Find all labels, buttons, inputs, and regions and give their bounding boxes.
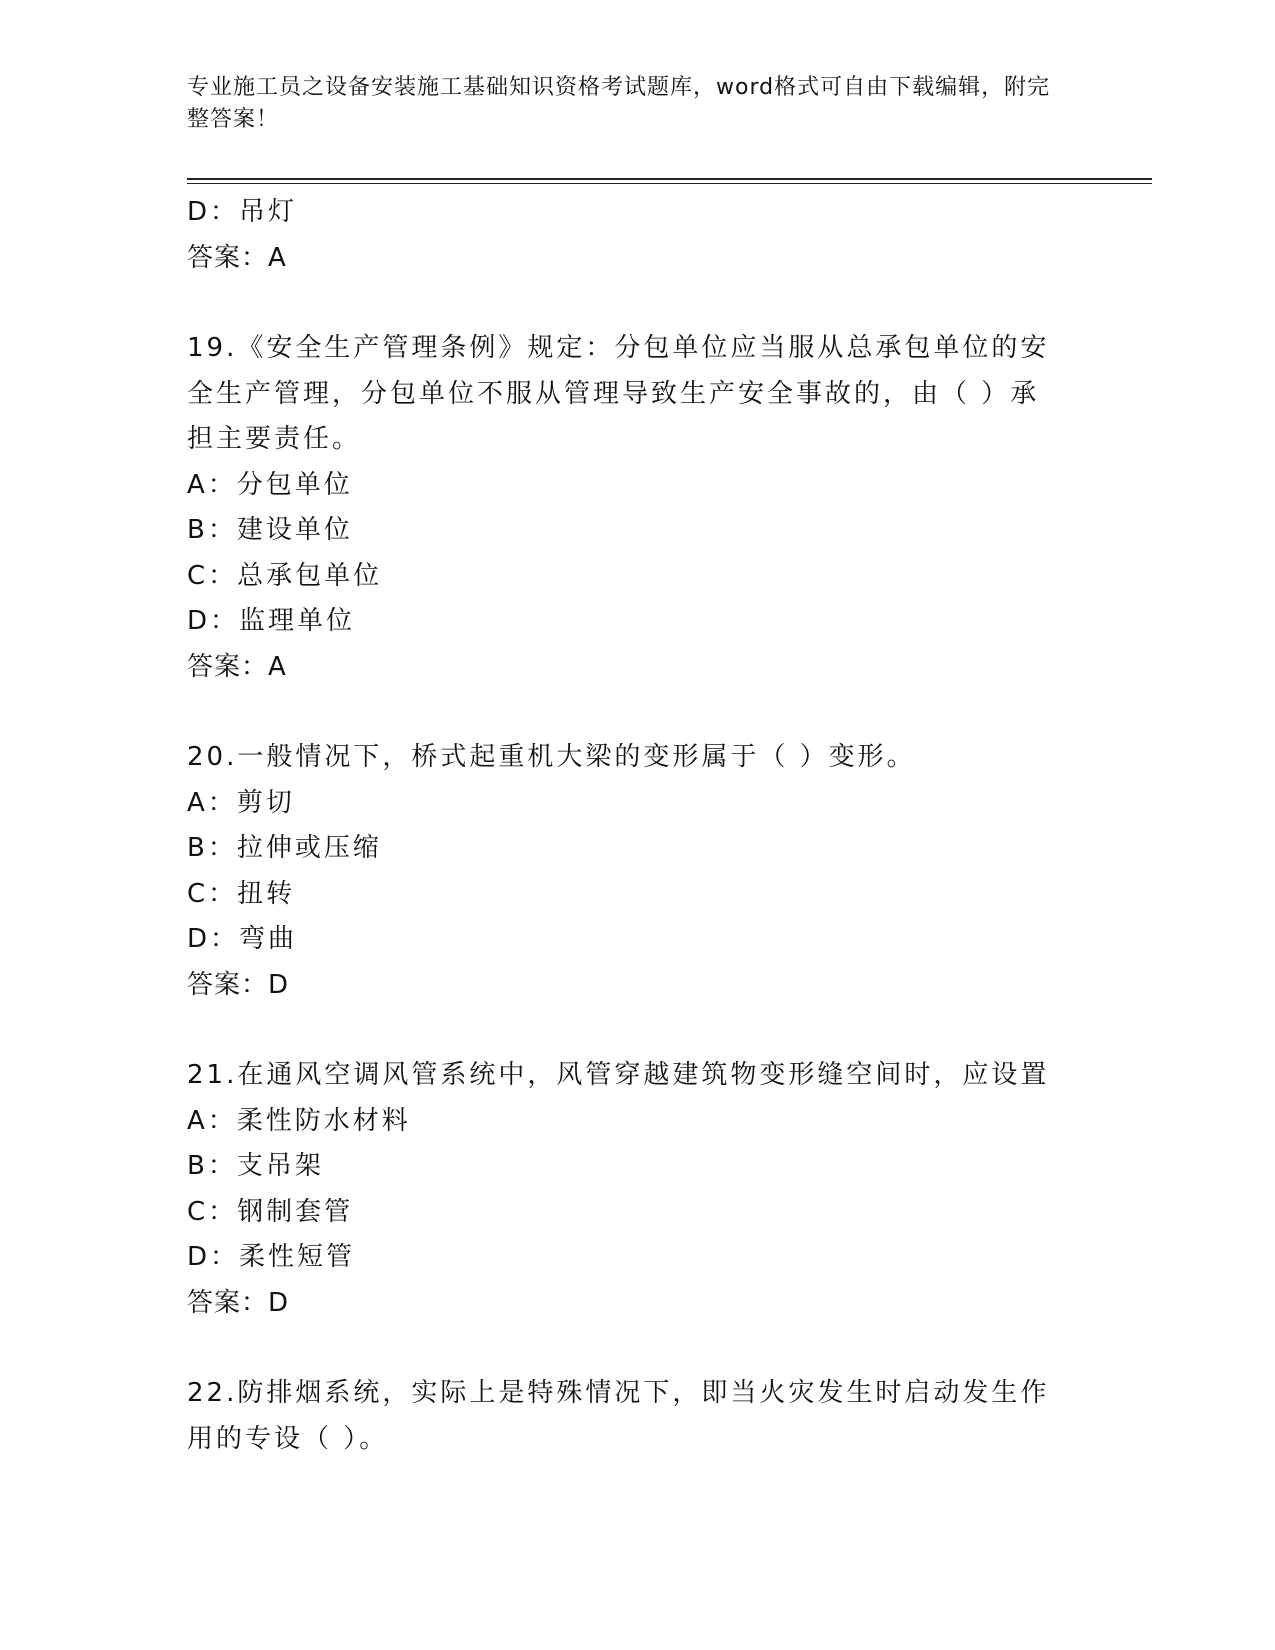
question-20-option-b: B：拉伸或压缩 — [187, 833, 382, 863]
question-content — [187, 190, 1087, 1462]
question-22-stem: 22.防排烟系统，实际上是特殊情况下，即当火灾发生时启动发生作用的专设（ ）。 — [187, 1378, 1050, 1454]
carryover-option-d: D：吊灯 — [187, 197, 298, 227]
question-20-option-d: D：弯曲 — [187, 924, 298, 954]
question-20-stem: 20.一般情况下，桥式起重机大梁的变形属于（ ）变形。 — [187, 742, 916, 772]
question-20-option-a: A：剪切 — [187, 787, 295, 818]
question-21-stem: 21.在通风空调风管系统中，风管穿越建筑物变形缝空间时，应设置 — [187, 1060, 1050, 1090]
question-19-option-c: C：总承包单位 — [187, 560, 383, 591]
question-21-option-a: A：柔性防水材料 — [187, 1105, 411, 1136]
question-21-option-b: B：支吊架 — [187, 1151, 324, 1181]
question-19-answer: 答案：A — [187, 651, 287, 682]
question-21-answer: 答案：D — [187, 1287, 290, 1318]
header-divider-thick — [187, 178, 1152, 180]
header-divider-thin — [187, 183, 1152, 184]
document-header: 专业施工员之设备安装施工基础知识资格考试题库，word格式可自由下载编辑，附完整答案！ — [187, 75, 1051, 132]
question-20-option-c: C：扭转 — [187, 878, 296, 909]
question-19-option-a: A：分包单位 — [187, 469, 353, 500]
question-21-option-d: D：柔性短管 — [187, 1242, 356, 1272]
spacer — [187, 690, 1087, 735]
question-21-option-c: C：钢制套管 — [187, 1196, 354, 1227]
spacer — [187, 1326, 1087, 1371]
question-19-option-d: D：监理单位 — [187, 606, 356, 636]
question-20-answer: 答案：D — [187, 969, 290, 1000]
spacer — [187, 281, 1087, 326]
spacer — [187, 1008, 1087, 1053]
carryover-answer: 答案：A — [187, 242, 287, 273]
question-19-option-b: B：建设单位 — [187, 515, 353, 545]
question-19-stem: 19.《安全生产管理条例》规定：分包单位应当服从总承包单位的安全生产管理，分包单位不服从管理导致生产安全事故的，由（ ）承担主要责任。 — [187, 333, 1050, 454]
